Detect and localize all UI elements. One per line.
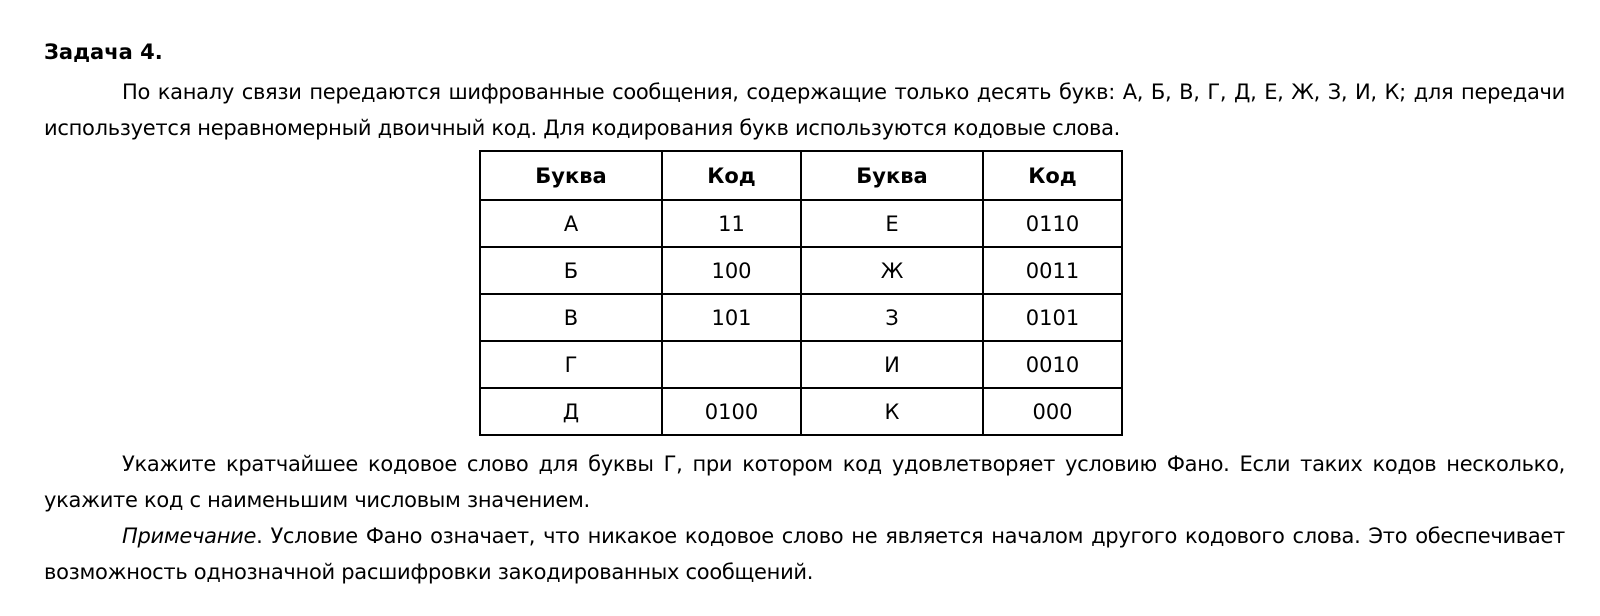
document-page bbox=[44, 38, 1565, 590]
table-cell-letter: Г bbox=[480, 341, 662, 388]
table-cell-code: 0101 bbox=[983, 294, 1122, 341]
code-table bbox=[479, 150, 1123, 436]
header-letter-1: Буква bbox=[480, 151, 662, 200]
table-cell-letter: Б bbox=[480, 247, 662, 294]
table-cell-letter: В bbox=[480, 294, 662, 341]
header-code-1: Код bbox=[662, 151, 801, 200]
table-row bbox=[480, 247, 1122, 294]
table-cell-letter: Е bbox=[801, 200, 983, 247]
table-row bbox=[480, 294, 1122, 341]
header-code-2: Код bbox=[983, 151, 1122, 200]
table-cell-code: 000 bbox=[983, 388, 1122, 435]
table-cell-code-empty bbox=[662, 341, 801, 388]
table-cell-code: 11 bbox=[662, 200, 801, 247]
table-row bbox=[480, 200, 1122, 247]
code-table-wrapper bbox=[44, 146, 1565, 446]
table-cell-code: 0010 bbox=[983, 341, 1122, 388]
table-cell-code: 0100 bbox=[662, 388, 801, 435]
table-cell-code: 0011 bbox=[983, 247, 1122, 294]
task-intro: По каналу связи передаются шифрованные сообщения, содержащие только десять букв: А, Б, В, Г, Д, Е, Ж, З, И, К; для передачи используется неравномерный двоичный код. Для кодирования букв используются кодовые слова. bbox=[44, 80, 1565, 140]
table-cell-code: 100 bbox=[662, 247, 801, 294]
task-title: Задача 4. bbox=[44, 40, 163, 64]
table-row bbox=[480, 341, 1122, 388]
table-cell-letter: А bbox=[480, 200, 662, 247]
header-letter-2: Буква bbox=[801, 151, 983, 200]
note-text: . Условие Фано означает, что никакое кодовое слово не является началом другого кодового слова. Это обеспечивает возможность однозначной расшифровки закодированных сообщений. bbox=[44, 524, 1565, 584]
task-question: Укажите кратчайшее кодовое слово для буквы Г, при котором код удовлетворяет условию Фано. Если таких кодов несколько, укажите код с наименьшим числовым значением. bbox=[44, 452, 1565, 512]
task-note bbox=[44, 518, 1565, 590]
note-label: Примечание bbox=[122, 524, 257, 548]
table-row bbox=[480, 388, 1122, 435]
table-header-row bbox=[480, 151, 1122, 200]
table-cell-code: 0110 bbox=[983, 200, 1122, 247]
table-cell-letter: Д bbox=[480, 388, 662, 435]
table-cell-letter: К bbox=[801, 388, 983, 435]
table-cell-letter: З bbox=[801, 294, 983, 341]
table-cell-letter: Ж bbox=[801, 247, 983, 294]
table-cell-code: 101 bbox=[662, 294, 801, 341]
table-cell-letter: И bbox=[801, 341, 983, 388]
